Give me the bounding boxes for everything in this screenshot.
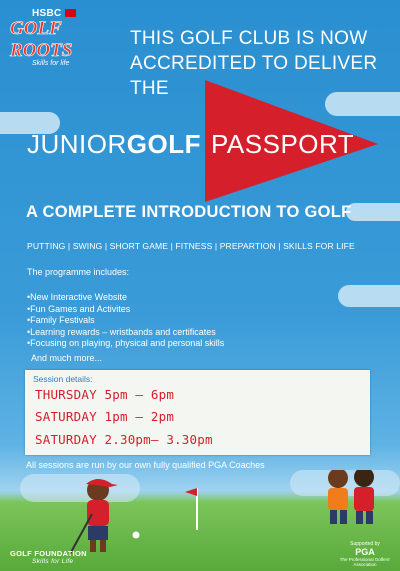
programme-more: And much more... bbox=[31, 353, 103, 363]
brand-golf: GOLF bbox=[126, 129, 201, 159]
coaches-footnote: All sessions are run by our own fully qualified PGA Coaches bbox=[26, 460, 265, 470]
session-line: SATURDAY 1pm — 2pm bbox=[35, 409, 175, 424]
hsbc-hexagon-icon bbox=[65, 9, 76, 17]
cloud bbox=[338, 285, 400, 307]
golf-roots-logo bbox=[10, 8, 115, 67]
category-list: PUTTING | SWING | SHORT GAME | FITNESS | PREPARTION | SKILLS FOR LIFE bbox=[27, 241, 355, 251]
golf-ball-icon bbox=[133, 532, 140, 539]
subtitle: A COMPLETE INTRODUCTION TO GOLF bbox=[26, 203, 352, 221]
golf-foundation-logo bbox=[10, 549, 87, 565]
golf-foundation-tagline: Skills for Life bbox=[32, 558, 74, 565]
kids-holding-hands-icon bbox=[328, 470, 374, 524]
brand-passport: PASSPORT bbox=[211, 129, 355, 159]
session-line: THURSDAY 5pm — 6pm bbox=[35, 387, 175, 402]
golf-roots-tagline: Skills for life bbox=[32, 60, 70, 67]
programme-list bbox=[27, 292, 224, 350]
session-details-box bbox=[25, 370, 370, 455]
list-item: • Family Festivals bbox=[27, 315, 224, 327]
list-item: • Learning rewards – wristbands and certificates bbox=[27, 327, 224, 339]
hsbc-text: HSBC bbox=[32, 8, 62, 19]
headline-line-2: ACCREDITED TO DELIVER THE bbox=[130, 53, 378, 99]
junior-golf-passport-title bbox=[27, 129, 355, 160]
list-item: • Focusing on playing, physical and personal skills bbox=[27, 338, 224, 350]
headline-line-1: THIS GOLF CLUB IS NOW bbox=[130, 28, 368, 49]
golf-foundation-text: GOLF FOUNDATION bbox=[10, 549, 87, 558]
list-item: • Fun Games and Activites bbox=[27, 304, 224, 316]
brand-junior: JUNIOR bbox=[27, 129, 127, 159]
supported-by-text: Supported by bbox=[350, 541, 380, 547]
hole-flag-icon bbox=[185, 488, 197, 530]
pga-text: PGA bbox=[355, 547, 375, 557]
boy-golfer-icon bbox=[70, 479, 118, 554]
session-label: Session details: bbox=[33, 374, 93, 384]
programme-intro: The programme includes: bbox=[27, 267, 130, 277]
pga-logo bbox=[330, 541, 400, 567]
cloud bbox=[346, 203, 400, 221]
pga-full-text: The Professional Golfers' Association bbox=[339, 557, 391, 567]
golf-roots-text: GOLF ROOTS bbox=[10, 18, 73, 61]
list-item: • New Interactive Website bbox=[27, 292, 224, 304]
session-line: SATURDAY 2.30pm— 3.30pm bbox=[35, 432, 213, 447]
